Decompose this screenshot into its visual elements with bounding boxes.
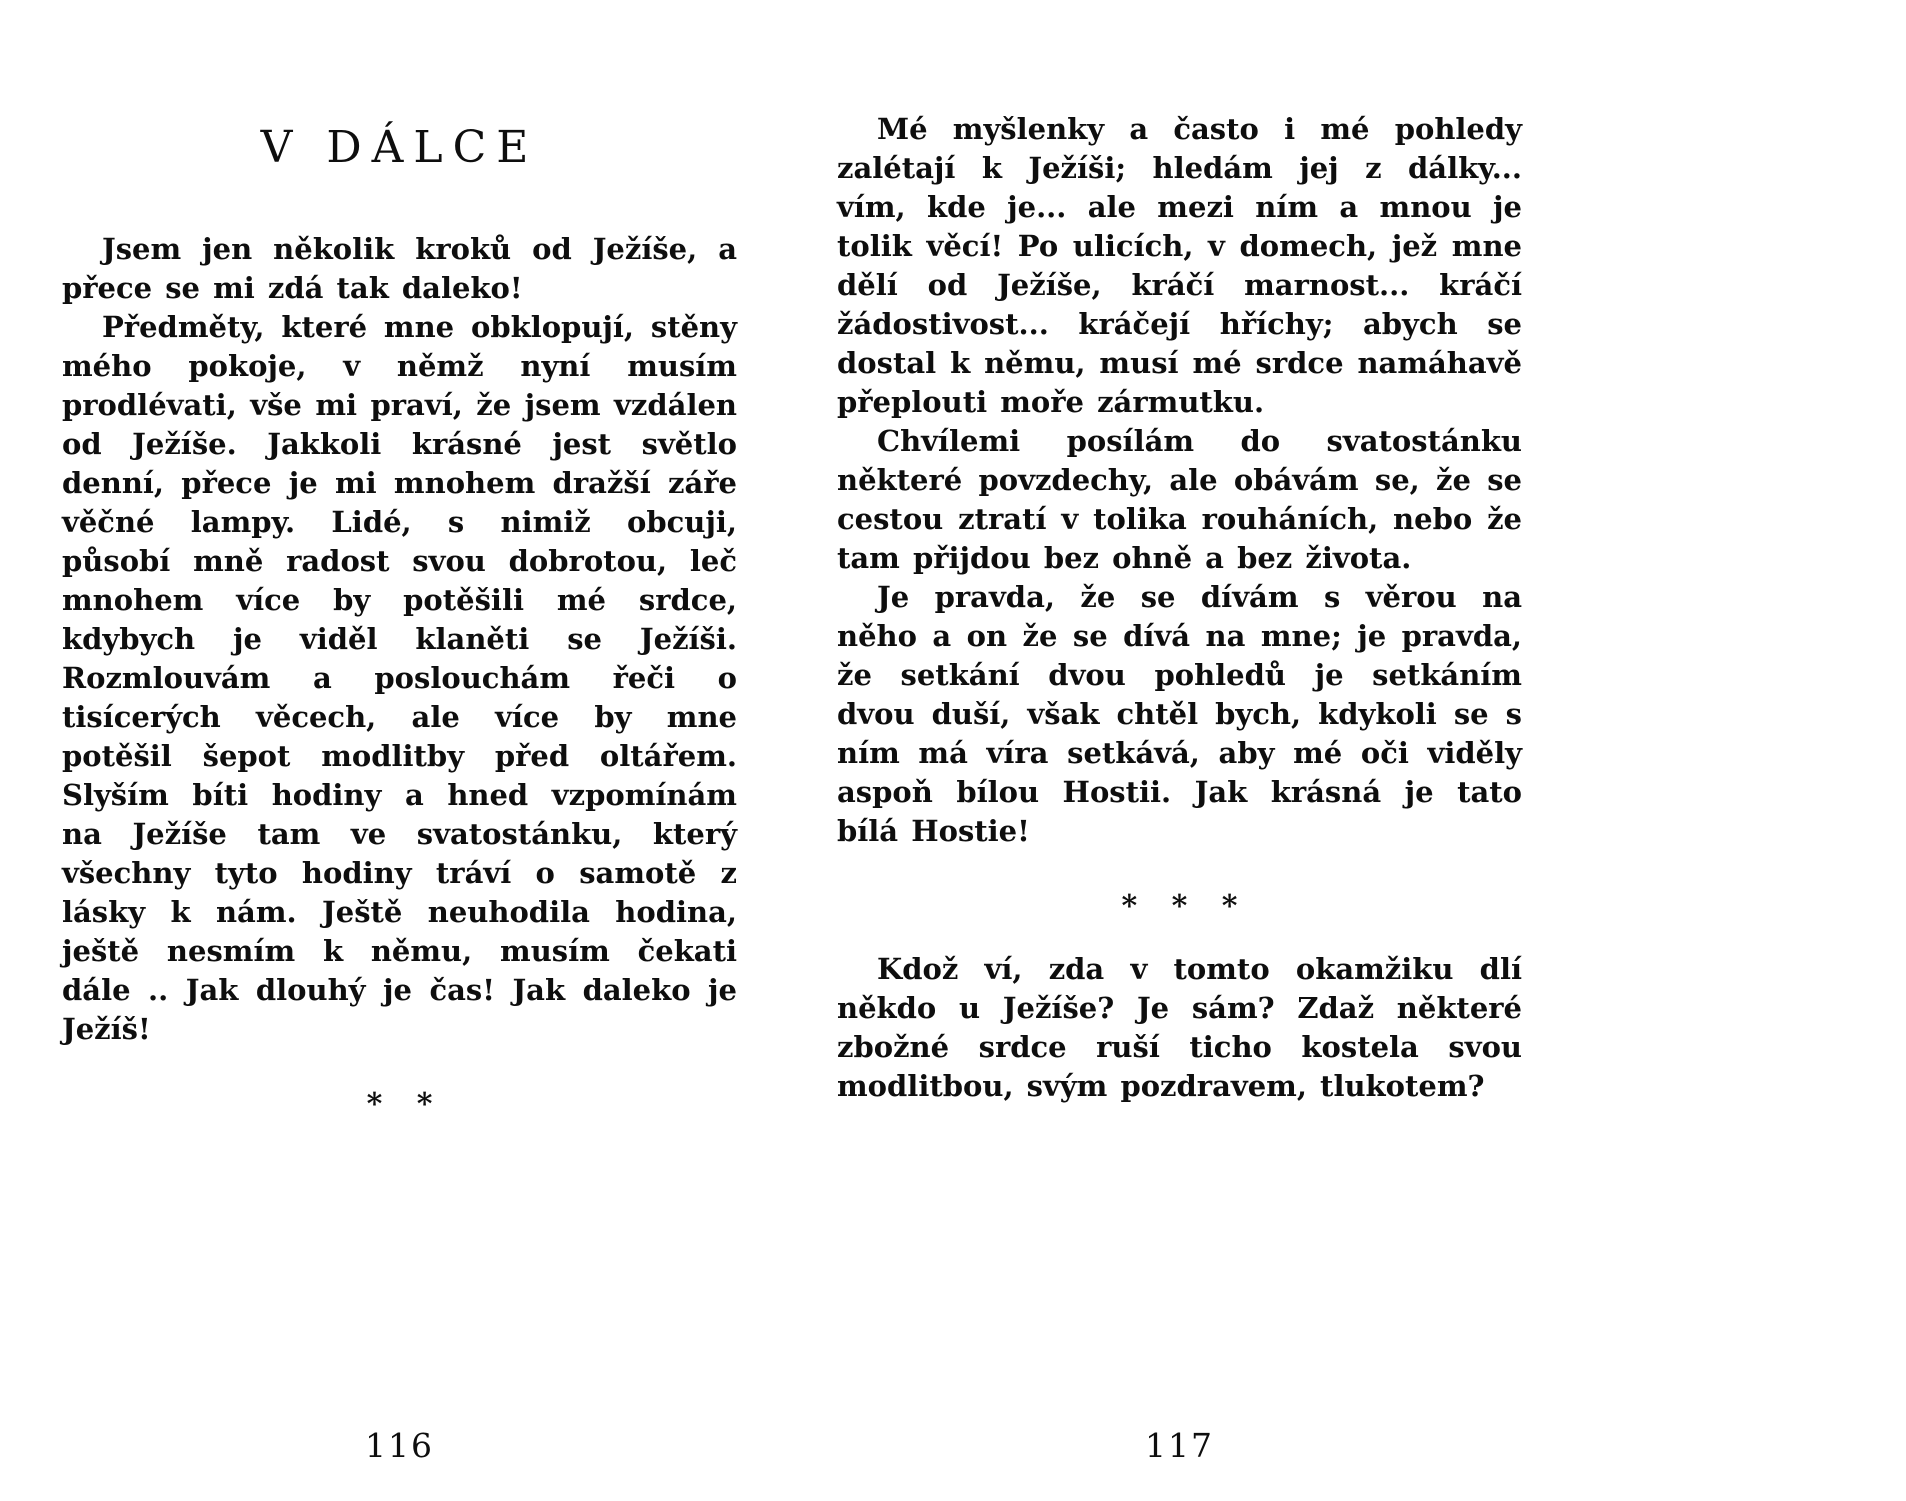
left-paragraph-1: Jsem jen několik kroků od Ježíše, a přece se mi zdá tak daleko! — [62, 232, 737, 306]
right-paragraph-4: Kdož ví, zda v tomto okamžiku dlí někdo u Ježíše? Je sám? Zdaž některé zbožné srdce ruší ticho kostela svou modlitbou, svým pozdravem, tlukotem? — [837, 952, 1522, 1103]
left-page — [62, 110, 737, 1501]
page-number-right: 117 — [1145, 1426, 1214, 1465]
right-paragraph-1: Mé myšlenky a často i mé pohledy zalétají k Ježíši; hledám jej z dálky... vím, kde je... ale mezi ním a mnou je tolik věcí! Po ulicích, v domech, jež mne dělí od Ježíše, kráčí marnost... kráčí žádostivost... kráčejí hříchy; abych se dostal k němu, musí mé srdce namáhavě přeplouti moře zármutku. — [837, 112, 1522, 419]
section-separator-right: * * * — [1121, 889, 1238, 924]
page-number-left: 116 — [365, 1426, 434, 1465]
right-paragraph-3: Je pravda, že se dívám s věrou na něho a on že se dívá na mne; je pravda, že setkání dvou pohledů je setkáním dvou duší, však chtěl bych, kdykoli se s ním má víra setkává, aby mé oči viděly aspoň bílou Hostii. Jak krásná je tato bílá Hostie! — [837, 580, 1522, 848]
left-paragraph-2: Předměty, které mne obklopují, stěny mého pokoje, v němž nyní musím prodlévati, vše mi praví, že jsem vzdálen od Ježíše. Jakkoli krásné jest světlo denní, přece je mi mnohem dražší záře věčné lampy. Lidé, s nimiž obcuji, působí mně radost svou dobrotou, leč mnohem více by potěšili mé srdce, kdybych je viděl klaněti se Ježíši. Rozmlouvám a poslouchám řeči o tisícerých věcech, ale více by mne potěšil šepot modlitby před oltářem. Slyším bíti hodiny a hned vzpomínám na Ježíše tam ve svatostánku, který všechny tyto hodiny tráví o samotě z lásky k nám. Ještě neuhodila hodina, ještě nesmím k němu, musím čekati dále .. Jak dlouhý je čas! Jak daleko je Ježíš! — [62, 310, 737, 1047]
chapter-title: V DÁLCE — [260, 122, 539, 173]
right-page — [837, 110, 1522, 1501]
section-separator-left: * * — [366, 1087, 433, 1123]
right-paragraph-2: Chvílemi posílám do svatostánku některé povzdechy, ale obávám se, že se cestou ztratí v tolika rouháních, nebo že tam přijdou bez ohně a bez života. — [837, 424, 1522, 575]
